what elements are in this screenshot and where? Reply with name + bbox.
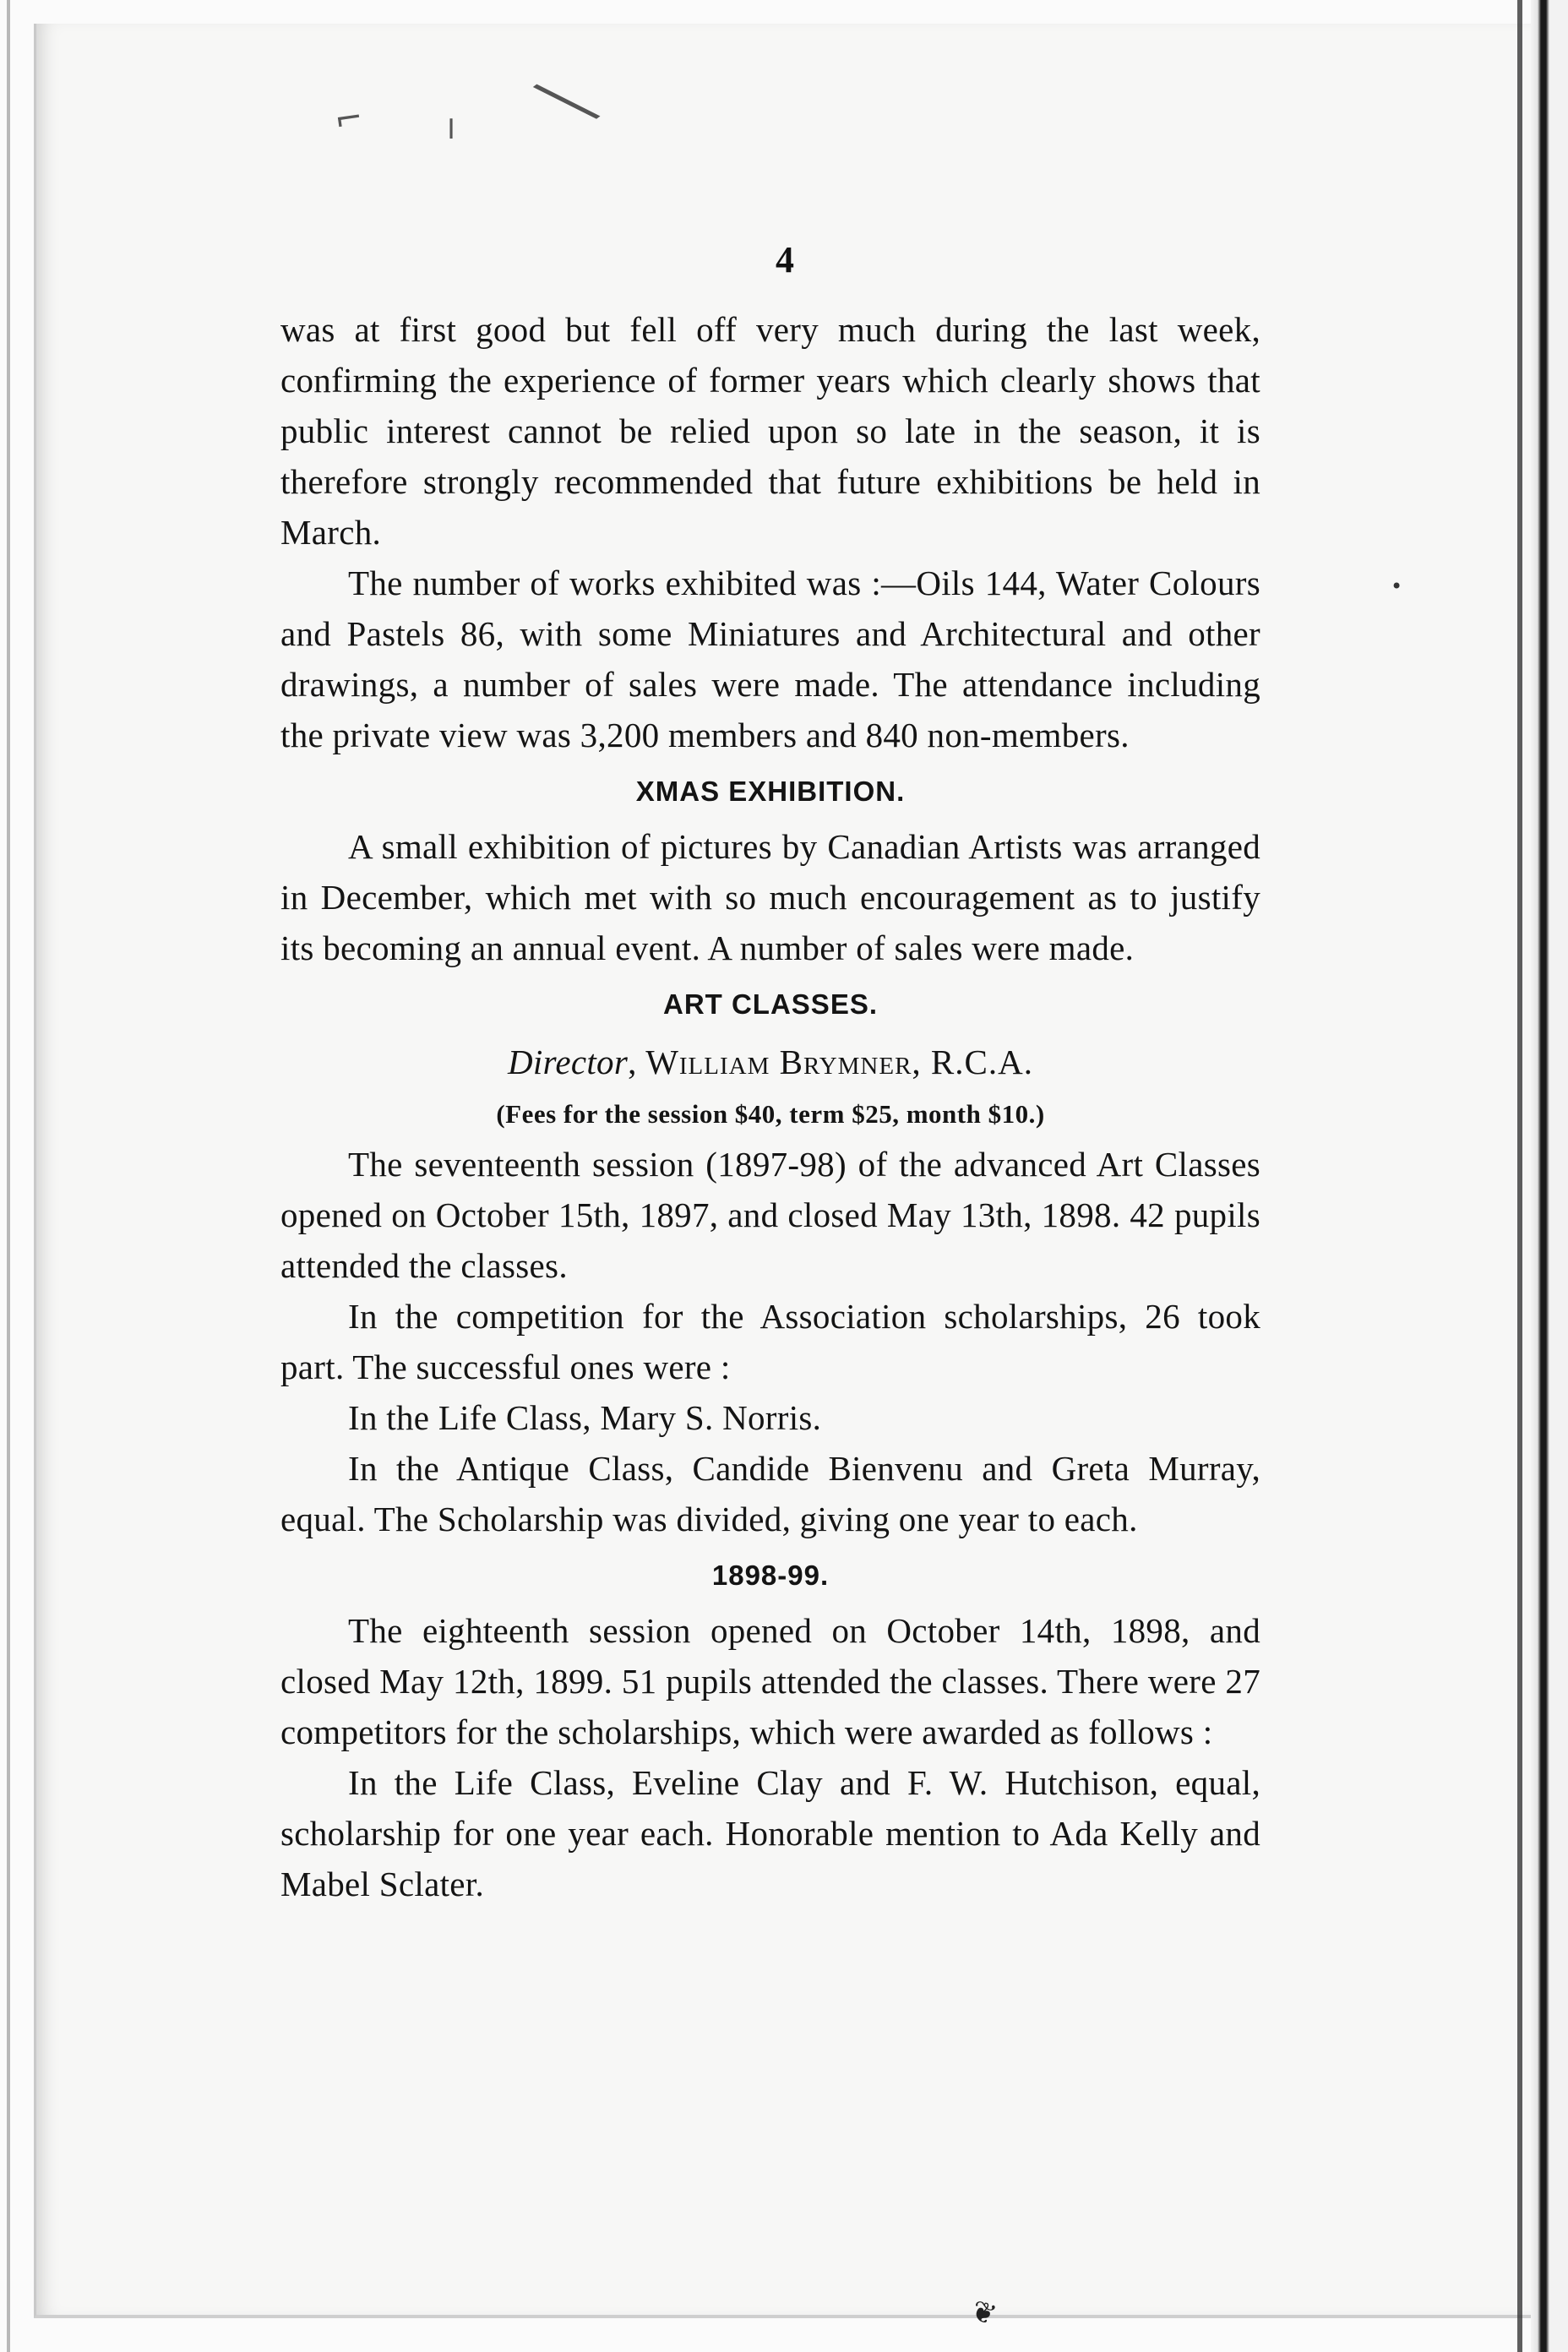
heading-xmas-exhibition: XMAS EXHIBITION. [635,776,906,807]
heading-art-classes: ART CLASSES. [662,988,879,1020]
page-body [280,304,1260,1909]
fees-note: (Fees for the session $40, term $25, month $10.) [496,1099,1045,1129]
paragraph-life-class-winner: In the Life Class, Mary S. Norris. [348,1398,822,1437]
left-page-edge [7,0,10,2352]
paragraph-seventeenth-session: The seventeenth session (1897-98) of the advanced Art Classes opened on October 15th, 1897, and closed May 13th, 1898. 42 pupils attended the classes. [280,1145,1260,1285]
paragraph-eighteenth-session: The eighteenth session opened on October 14th, 1898, and closed May 12th, 1899. 51 pupils attended the classes. There were 27 competitors for the scholarships, which were awarded as follows : [280,1611,1260,1751]
scan-artifact-dot: • [1391,574,1403,598]
paragraph-xmas-exhibition: A small exhibition of pictures by Canadian Artists was arranged in December, which met with so much encouragement as to justify its becoming an annual event. A number of sales were made. [280,827,1260,967]
scan-artifact-mark: ⌐ [331,97,366,141]
scan-artifact-mark: ╷ [441,100,462,139]
heading-session-1898-99: 1898-99. [711,1560,830,1591]
paragraph-scholarship-competition: In the competition for the Association scholarships, 26 took part. The successful ones were : [280,1297,1260,1386]
paragraph-antique-class-winners: In the Antique Class, Candide Bienvenu and Greta Murray, equal. The Scholarship was divided, giving one year to each. [280,1449,1260,1538]
director-role: Director [508,1043,629,1081]
director-line: Director, William Brymner, R.C.A. [508,1043,1033,1081]
right-gutter-shadow [1517,0,1522,2352]
paragraph-exhibition-continued: was at first good but fell off very much during the last week, confirming the experience of former years which clearly shows that public interest cannot be relied upon so late in the season, it is therefore strongly recommended that future exhibitions be held in March. [280,310,1260,552]
page-number: 4 [776,239,794,280]
paragraph-life-class-awards: In the Life Class, Eveline Clay and F. W. Hutchison, equal, scholarship for one year each. Honorable mention to Ada Kelly and Mabel Sclater. [280,1763,1260,1903]
director-name: William Brymner, R.C.A. [645,1043,1033,1081]
scan-artifact-mark: ╲ [535,67,599,138]
scan-artifact-mark: ❦ [966,2293,1001,2333]
paragraph-works-exhibited: The number of works exhibited was :—Oils 144, Water Colours and Pastels 86, with some Miniatures and Architectural and other drawings, a number of sales were made. The attendance including the private view was 3,200 members and 840 non-members. [280,564,1260,754]
right-page-edge [1531,0,1568,2352]
